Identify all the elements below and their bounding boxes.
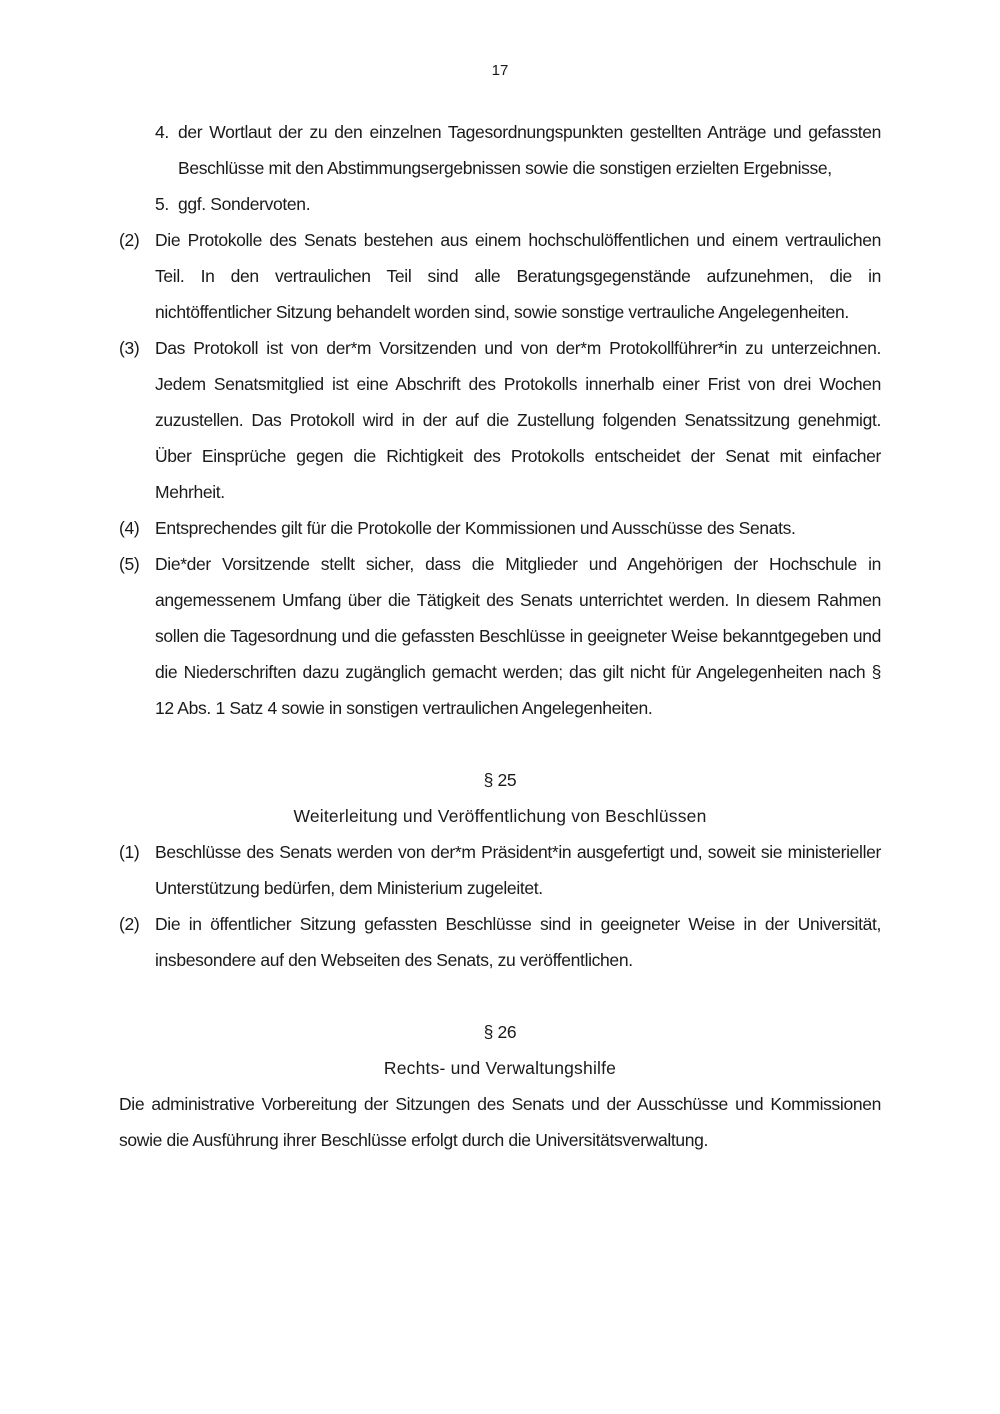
- list-item-number: 5.: [155, 194, 169, 214]
- paragraph-text: Die in öffentlicher Sitzung gefassten Beschlüsse sind in geeigneter Weise in der Universität, insbesondere auf den Webseiten des Senats, zu veröffentlichen.: [155, 914, 881, 970]
- section-26-sign: § 26: [483, 1022, 517, 1042]
- paragraph: [119, 510, 881, 546]
- spacer: [119, 978, 881, 1014]
- spacer: [119, 726, 881, 762]
- section-26-text: Die administrative Vorbereitung der Sitzungen des Senats und der Ausschüsse und Kommissionen sowie die Ausführung ihrer Beschlüsse erfolgt durch die Universitätsverwaltung.: [119, 1094, 881, 1150]
- page-number: 17: [491, 62, 509, 79]
- paragraph-number: (2): [119, 914, 140, 934]
- paragraph-number: (1): [119, 842, 140, 862]
- continuation-list: [119, 114, 881, 222]
- section-25-sign: § 25: [483, 770, 517, 790]
- list-item-number: 4.: [155, 122, 169, 142]
- list-item-text: der Wortlaut der zu den einzelnen Tagesordnungspunkten gestellten Anträge und gefassten Beschlüsse mit den Abstimmungsergebnissen sowie die sonstigen erzielten Ergebnisse,: [178, 122, 881, 178]
- page-content: [119, 114, 881, 1158]
- list-item: [155, 186, 881, 222]
- paragraph-number: (5): [119, 554, 140, 574]
- paragraph: [119, 546, 881, 726]
- section-26-title: Rechts- und Verwaltungshilfe: [383, 1058, 617, 1078]
- paragraph: [119, 906, 881, 978]
- list-item-text: ggf. Sondervoten.: [178, 194, 311, 214]
- section-25-title: Weiterleitung und Veröffentlichung von Beschlüssen: [293, 806, 707, 826]
- paragraph: [119, 834, 881, 906]
- paragraph-number: (2): [119, 230, 140, 250]
- paragraph-number: (4): [119, 518, 140, 538]
- paragraph-text: Entsprechendes gilt für die Protokolle der Kommissionen und Ausschüsse des Senats.: [155, 518, 796, 538]
- list-item: [155, 114, 881, 186]
- paragraph-text: Die Protokolle des Senats bestehen aus einem hochschulöffentlichen und einem vertraulichen Teil. In den vertraulichen Teil sind alle Beratungsgegenstände aufzunehmen, die in nichtöffentlicher Sitzung behandelt worden sind, sowie sonstige vertrauliche Angelegenheiten.: [155, 230, 881, 322]
- paragraph-text: Beschlüsse des Senats werden von der*m Präsident*in ausgefertigt und, soweit sie ministerieller Unterstützung bedürfen, dem Ministerium zugeleitet.: [155, 842, 881, 898]
- paragraph-text: Das Protokoll ist von der*m Vorsitzenden und von der*m Protokollführer*in zu unterzeichnen. Jedem Senatsmitglied ist eine Abschrift des Protokolls innerhalb einer Frist von drei Wochen zuzustellen. Das Protokoll wird in der auf die Zustellung folgenden Senatssitzung genehmigt. Über Einsprüche gegen die Richtigkeit des Protokolls entscheidet der Senat mit einfacher Mehrheit.: [155, 338, 881, 502]
- paragraph-number: (3): [119, 338, 140, 358]
- paragraph: [119, 330, 881, 510]
- paragraph: [119, 222, 881, 330]
- paragraph-text: Die*der Vorsitzende stellt sicher, dass die Mitglieder und Angehörigen der Hochschule in angemessenem Umfang über die Tätigkeit des Senats unterrichtet werden. In diesem Rahmen sollen die Tagesordnung und die gefassten Beschlüsse in geeigneter Weise bekanntgegeben und die Niederschriften dazu zugänglich gemacht werden; das gilt nicht für Angelegenheiten nach § 12 Abs. 1 Satz 4 sowie in sonstigen vertraulichen Angelegenheiten.: [155, 554, 881, 718]
